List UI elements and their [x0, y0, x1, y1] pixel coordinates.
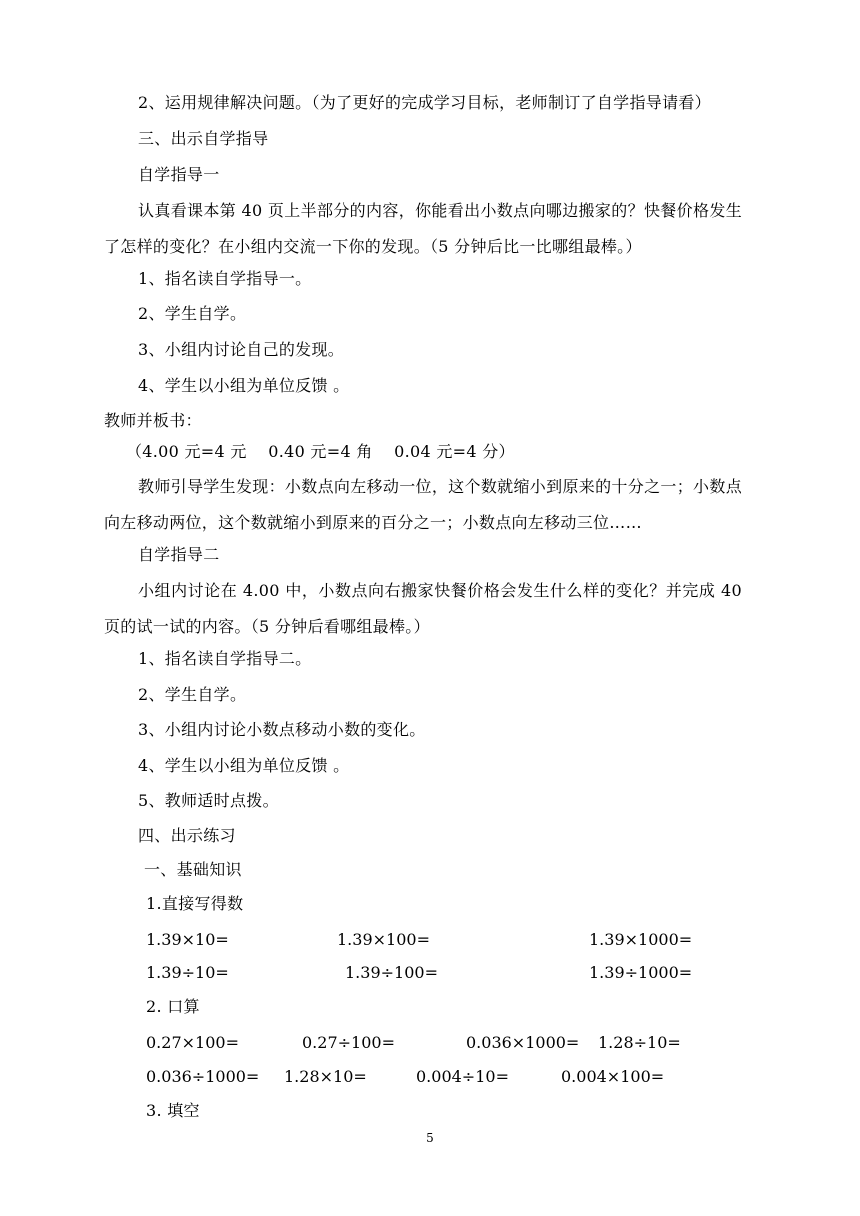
paragraph: 小组内讨论在 4.00 中，小数点向右搬家快餐价格会发生什么样的变化？并完成 40 页的试一试的内容。（5 分钟后看哪组最棒。） [104, 581, 742, 636]
exercise-item: 1.39×1000= [589, 930, 693, 949]
exercise-item: 0.036÷1000= [146, 1067, 260, 1086]
exercise-item: 0.27÷100= [302, 1033, 395, 1052]
section-heading: 四、出示练习 [138, 826, 236, 845]
text-line: 2、学生自学。 [138, 685, 247, 704]
board-content: （4.00 元=4 元 0.40 元=4 角 0.04 元=4 分） [126, 442, 515, 461]
exercise-item: 1.28÷10= [598, 1033, 681, 1052]
text-line: 1、指名读自学指导一。 [138, 269, 312, 288]
exercise-item: 1.39÷10= [146, 963, 229, 982]
exercise-item: 1.39÷100= [345, 963, 438, 982]
exercise-item: 1.39×100= [337, 930, 430, 949]
exercise-item: 0.004÷10= [416, 1067, 509, 1086]
text-line: 教师并板书： [104, 411, 202, 430]
subsection-heading: 一、基础知识 [144, 860, 242, 879]
text-line: 2、运用规律解决问题。（为了更好的完成学习目标，老师制订了自学指导请看） [138, 93, 711, 112]
text-line: 4、学生以小组为单位反馈 。 [138, 756, 350, 775]
exercise-heading: 3. 填空 [146, 1101, 200, 1120]
section-heading: 三、出示自学指导 [138, 129, 269, 148]
page-number: 5 [426, 1131, 434, 1145]
subsection-heading: 自学指导二 [138, 545, 220, 564]
exercise-item: 0.036×1000= [466, 1033, 580, 1052]
text-line: 1、指名读自学指导二。 [138, 649, 312, 668]
subsection-heading: 自学指导一 [138, 165, 220, 184]
exercise-item: 0.004×100= [561, 1067, 665, 1086]
text-line: 3、小组内讨论小数点移动小数的变化。 [138, 720, 426, 739]
exercise-heading: 2. 口算 [146, 997, 200, 1016]
exercise-item: 1.39×10= [146, 930, 229, 949]
exercise-item: 0.27×100= [146, 1033, 239, 1052]
text-line: 3、小组内讨论自己的发现。 [138, 340, 345, 359]
paragraph: 教师引导学生发现：小数点向左移动一位，这个数就缩小到原来的十分之一；小数点向左移动两位，这个数就缩小到原来的百分之一；小数点向左移动三位…… [104, 477, 742, 532]
exercise-item: 1.28×10= [284, 1067, 367, 1086]
exercise-heading: 1.直接写得数 [146, 894, 244, 913]
text-line: 4、学生以小组为单位反馈 。 [138, 376, 350, 395]
text-line: 5、教师适时点拨。 [138, 791, 279, 810]
text-line: 2、学生自学。 [138, 304, 247, 323]
paragraph: 认真看课本第 40 页上半部分的内容，你能看出小数点向哪边搬家的？快餐价格发生了怎样的变化？在小组内交流一下你的发现。（5 分钟后比一比哪组最棒。） [104, 201, 742, 256]
exercise-item: 1.39÷1000= [589, 963, 693, 982]
